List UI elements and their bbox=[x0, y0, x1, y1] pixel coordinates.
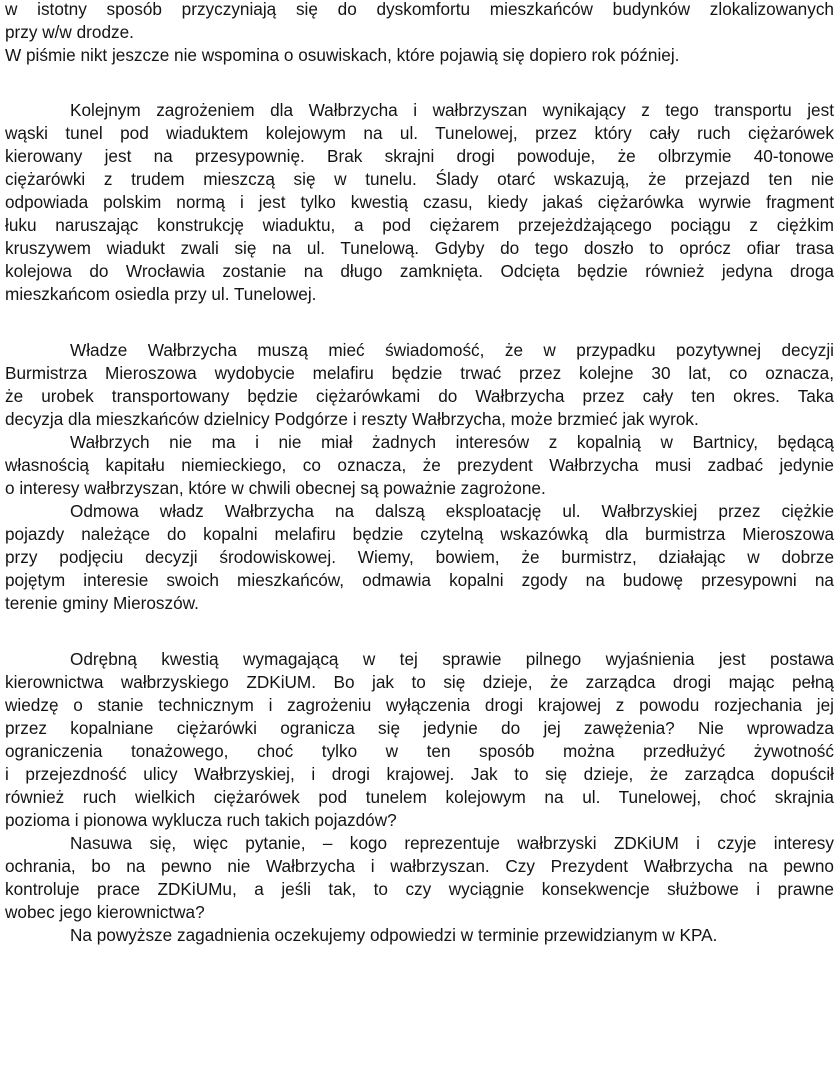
text-line: ograniczenia tonażowego, choć tylko w ten sposób można przedłużyć żywotność bbox=[5, 741, 834, 761]
text-line: o interesy wałbrzyszan, które w chwili obecnej są poważnie zagrożone. bbox=[5, 478, 546, 498]
text-line: terenie gminy Mieroszów. bbox=[5, 593, 199, 613]
text-line: wobec jego kierownictwa? bbox=[5, 902, 205, 922]
text-line: odpowiada polskim normą i jest tylko kwestią czasu, kiedy jakaś ciężarówka wyrwie fragment bbox=[5, 192, 834, 212]
text-line: Odrębną kwestią wymagającą w tej sprawie pilnego wyjaśnienia jest postawa bbox=[70, 649, 834, 669]
text-line: W piśmie nikt jeszcze nie wspomina o osuwiskach, które pojawią się dopiero rok później. bbox=[5, 45, 680, 65]
text-line: Burmistrza Mieroszowa wydobycie melafiru będzie trwać przez kolejne 30 lat, co oznacza, bbox=[5, 363, 834, 383]
text-line: kierowany jest na przesypownię. Brak skrajni drogi powoduje, że olbrzymie 40-tonowe bbox=[5, 146, 834, 166]
text-line: własnością kapitału niemieckiego, co oznacza, że prezydent Wałbrzycha musi zadbać jedynie bbox=[5, 455, 834, 475]
text-line: kolejowa do Wrocławia zostanie na długo zamknięta. Odcięta będzie również jedyna droga bbox=[5, 261, 834, 281]
text-line: Nasuwa się, więc pytanie, – kogo reprezentuje wałbrzyski ZDKiUM i czyje interesy bbox=[70, 833, 834, 853]
text-line: Władze Wałbrzycha muszą mieć świadomość, że w przypadku pozytywnej decyzji bbox=[70, 340, 834, 360]
text-line: Kolejnym zagrożeniem dla Wałbrzycha i wałbrzyszan wynikający z tego transportu jest bbox=[70, 100, 834, 120]
text-line: mieszkańcom osiedla przy ul. Tunelowej. bbox=[5, 284, 317, 304]
text-line: pojętym interesie swoich mieszkańców, odmawia kopalni zgody na budowę przesypowni na bbox=[5, 570, 834, 590]
text-line: również ruch wielkich ciężarówek pod tunelem kolejowym na ul. Tunelowej, choć skrajnia bbox=[5, 787, 834, 807]
text-line: kontroluje prace ZDKiUMu, a jeśli tak, to czy wyciągnie konsekwencje służbowe i prawne bbox=[5, 879, 834, 899]
text-line: Na powyższe zagadnienia oczekujemy odpowiedzi w terminie przewidzianym w KPA. bbox=[70, 925, 718, 945]
text-line: ochrania, bo na pewno nie Wałbrzycha i wałbrzyszan. Czy Prezydent Wałbrzycha na pewno bbox=[5, 856, 834, 876]
text-line: w istotny sposób przyczyniają się do dyskomfortu mieszkańców budynków zlokalizowanych bbox=[5, 0, 834, 19]
text-line: pojazdy należące do kopalni melafiru będzie czytelną wskazówką dla burmistrza Mieroszowa bbox=[5, 524, 834, 544]
text-line: wąski tunel pod wiaduktem kolejowym na ul. Tunelowej, przez który cały ruch ciężarówek bbox=[5, 123, 834, 143]
text-line: przy podjęciu decyzji środowiskowej. Wiemy, bowiem, że burmistrz, działając w dobrze bbox=[5, 547, 834, 567]
text-line: przez kopalniane ciężarówki ogranicza się jedynie do jej zawężenia? Nie wprowadza bbox=[5, 718, 834, 738]
text-line: łuku naruszając konstrukcję wiaduktu, a pod ciężarem przejeżdżającego pociągu z ciężkim bbox=[5, 215, 834, 235]
text-line: wiedzę o stanie technicznym i zagrożeniu wyłączenia drogi krajowej z powodu rozjechania jej bbox=[5, 695, 834, 715]
text-line: ciężarówki z trudem mieszczą się w tunelu. Ślady otarć wskazują, że przejazd ten nie bbox=[5, 169, 834, 189]
text-line: kierownictwa wałbrzyskiego ZDKiUM. Bo jak to się dzieje, że zarządca drogi mając pełną bbox=[5, 672, 834, 692]
text-line: że urobek transportowany będzie ciężarówkami do Wałbrzycha przez cały ten okres. Taka bbox=[5, 386, 834, 406]
text-line: przy w/w drodze. bbox=[5, 22, 134, 42]
text-line: decyzja dla mieszkańców dzielnicy Podgórze i reszty Wałbrzycha, może brzmieć jak wyrok. bbox=[5, 409, 699, 429]
text-line: kruszywem wiadukt zwali się na ul. Tunelową. Gdyby do tego doszło to oprócz ofiar trasa bbox=[5, 238, 834, 258]
text-line: i przejezdność ulicy Wałbrzyskiej, i drogi krajowej. Jak to się dzieje, że zarządca dopuścił bbox=[5, 764, 834, 784]
text-line: Wałbrzych nie ma i nie miał żadnych interesów z kopalnią w Bartnicy, będącą bbox=[70, 432, 834, 452]
text-line: pozioma i pionowa wyklucza ruch takich pojazdów? bbox=[5, 810, 397, 830]
text-line: Odmowa władz Wałbrzycha na dalszą eksploatację ul. Wałbrzyskiej przez ciężkie bbox=[70, 501, 834, 521]
